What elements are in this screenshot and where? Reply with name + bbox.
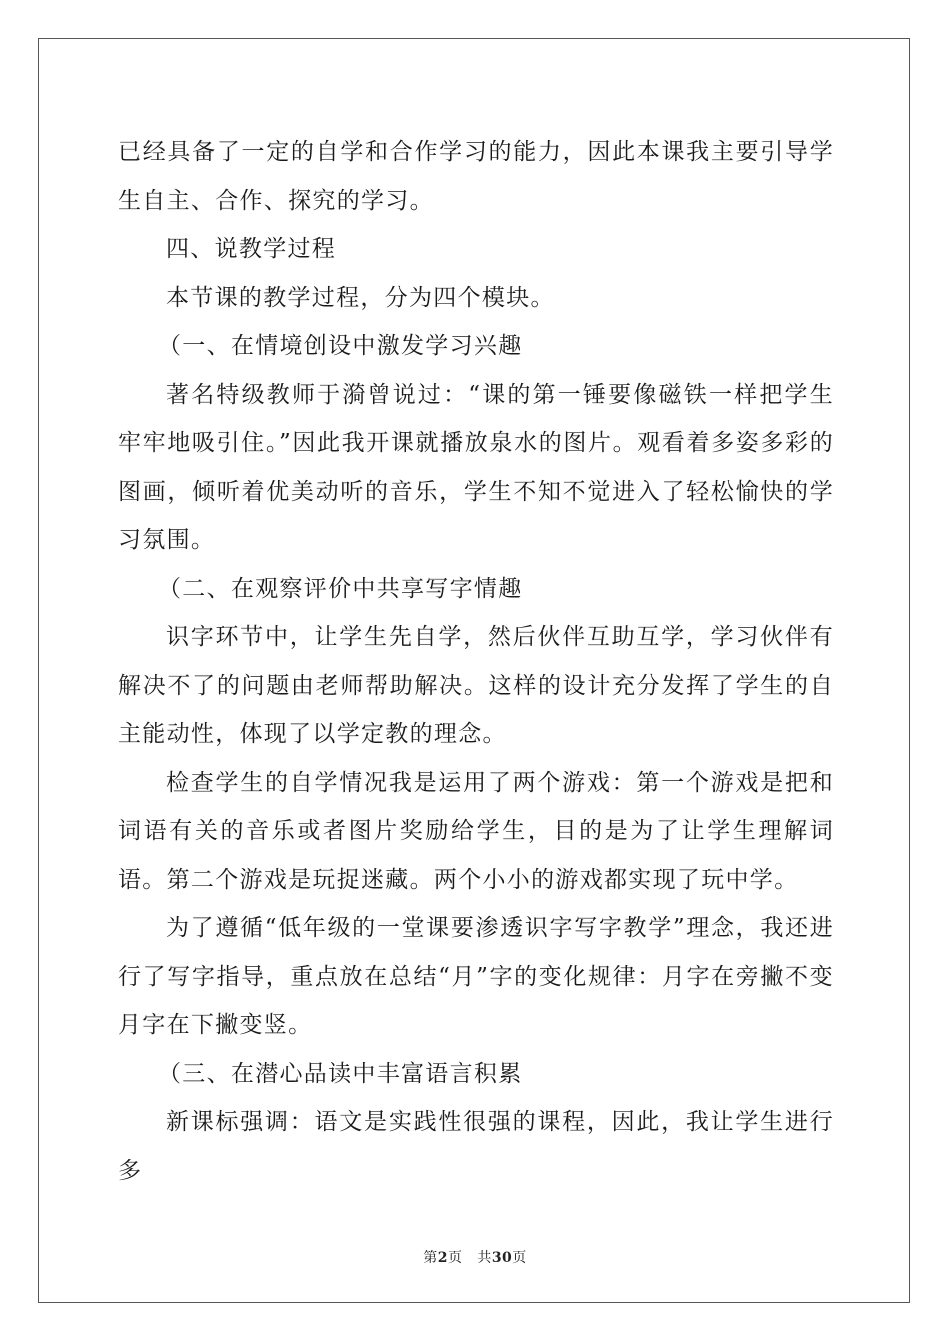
paragraph-module-1: 著名特级教师于漪曾说过：“课的第一锤要像磁铁一样把学生牢牢地吸引住。”因此我开课就播放泉水的图片。观看着多姿多彩的图画，倾听着优美动听的音乐，学生不知不觉进入了轻松愉快的学习氛围。 [118,381,834,553]
paragraph-games: 检查学生的自学情况我是运用了两个游戏：第一个游戏是把和词语有关的音乐或者图片奖励给学生，目的是为了让学生理解词语。第二个游戏是玩捉迷藏。两个小小的游戏都实现了玩中学。 [118,769,834,893]
footer-page-suffix: 页 [447,1250,463,1266]
footer-total-suffix: 页 [512,1250,527,1266]
paragraph-writing-guidance: 为了遵循“低年级的一堂课要渗透识字写字教学”理念，我还进行了写字指导，重点放在总结“月”字的变化规律：月字在旁撇不变月字在下撇变竖。 [118,915,834,1038]
paragraph-continuation: 已经具备了一定的自学和合作学习的能力，因此本课我主要引导学生自主、合作、探究的学习。 [118,139,834,214]
footer-current-page: 2 [437,1250,448,1266]
subheading-module-3: （三、在潜心品读中丰富语言积累 [158,1060,523,1087]
footer-total-prefix: 共 [477,1250,492,1266]
section-heading-teaching-process: 四、说教学过程 [166,236,337,262]
page-footer [0,1247,950,1267]
footer-prefix: 第 [423,1250,438,1266]
document-body [118,128,834,1195]
subheading-module-2: （二、在观察评价中共享写字情趣 [158,575,523,602]
paragraph-curriculum: 新课标强调：语文是实践性很强的课程，因此，我让学生进行多 [118,1109,834,1184]
footer-total-pages: 30 [491,1250,513,1266]
subheading-module-1: （一、在情境创设中激发学习兴趣 [158,333,523,359]
paragraph-literacy: 识字环节中，让学生先自学，然后伙伴互助互学，学习伙伴有解决不了的问题由老师帮助解决。这样的设计充分发挥了学生的自主能动性，体现了以学定教的理念。 [118,624,834,747]
paragraph-process-intro: 本节课的教学过程，分为四个模块。 [166,284,555,311]
